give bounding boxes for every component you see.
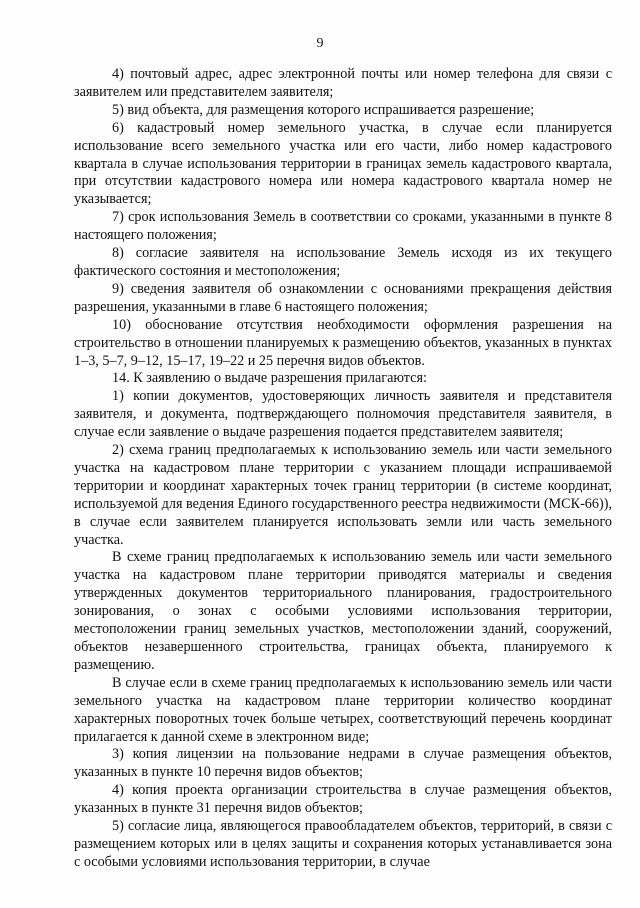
- paragraph-item-8-consent: 8) согласие заявителя на использование Земель исходя из их текущего фактического состояния и местоположения;: [74, 245, 612, 279]
- paragraph-section-14-heading: 14. К заявлению о выдаче разрешения прилагаются:: [112, 370, 427, 387]
- paragraph-item-10-justification: 10) обоснование отсутствия необходимости оформления разрешения на строительство в отношении планируемых к размещению объектов, указанных в пунктах 1–3, 5–7, 9–12, 15–17, 19–22 и 25 перечня видов объектов.: [74, 316, 612, 369]
- paragraph-item-7-usage-term: 7) срок использования Земель в соответствии со сроками, указанными в пункте 8 настоящего положения;: [74, 209, 612, 244]
- paragraph-item-4-postal-address: 4) почтовый адрес, адрес электронной почты или номер телефона для связи с заявителем или представителем заявителя;: [74, 66, 612, 100]
- paragraph-attachment-2-boundary-scheme: 2) схема границ предполагаемых к использованию земель или части земельного участка на кадастровом плане территории с указанием площади испрашиваемой территории и координат характерных точек границ территории (в системе координат, используемой для ведения Единого государственного реестра недвижимости (МСК-66)), в случае если заявителем планируется использовать земли или часть земельного участка.: [74, 442, 612, 548]
- paragraph-scheme-materials: В схеме границ предполагаемых к использованию земель или части земельного участка на кадастровом плане территории приводятся материалы и сведения утвержденных документов территориального планирования, градостроительного зонирования, о зонах с особыми условиями использования территории, местоположении границ земельных участков, местоположении зданий, сооружений, объектов незавершенного строительства, границах объекта, планируемого к размещению.: [74, 549, 612, 673]
- paragraph-scheme-coordinates: В случае если в схеме границ предполагаемых к использованию земель или части земельного участка на кадастровом плане территории количество координат характерных поворотных точек больше четырех, соответствующий перечень координат прилагается к данной схеме в электронном виде;: [74, 674, 612, 745]
- paragraph-item-6-cadastral-number: 6) кадастровый номер земельного участка, в случае если планируется использование всего земельного участка или его части, либо номер кадастрового квартала в случае использования территории в границах земель кадастрового квартала, при отсутствии кадастрового номера или номера кадастрового квартала номер не указывается;: [74, 119, 612, 208]
- paragraph-item-9-acknowledgement: 9) сведения заявителя об ознакомлении с основаниями прекращения действия разрешения, указанными в главе 6 настоящего положения;: [74, 280, 612, 315]
- document-body: [74, 66, 612, 872]
- paragraph-attachment-4-construction-project: 4) копия проекта организации строительства в случае размещения объектов, указанных в пункте 31 перечня видов объектов;: [74, 782, 612, 817]
- paragraph-attachment-5-rightholder-consent: 5) согласие лица, являющегося правообладателем объектов, территорий, в связи с размещением которых или в целях защиты и сохранения которых устанавливается зона с особыми условиями использования территории, в случае: [74, 818, 612, 870]
- paragraph-attachment-3-subsoil-license: 3) копия лицензии на пользование недрами в случае размещения объектов, указанных в пункте 10 перечня видов объектов;: [74, 746, 612, 781]
- paragraph-attachment-1-identity-docs: 1) копии документов, удостоверяющих личность заявителя и представителя заявителя, и документа, подтверждающего полномочия представителя заявителя, в случае если заявление о выдаче разрешения подается представителем заявителя;: [74, 388, 612, 441]
- paragraph-item-5-object-type: 5) вид объекта, для размещения которого испрашивается разрешение;: [112, 101, 535, 118]
- page-number: 9: [316, 36, 324, 51]
